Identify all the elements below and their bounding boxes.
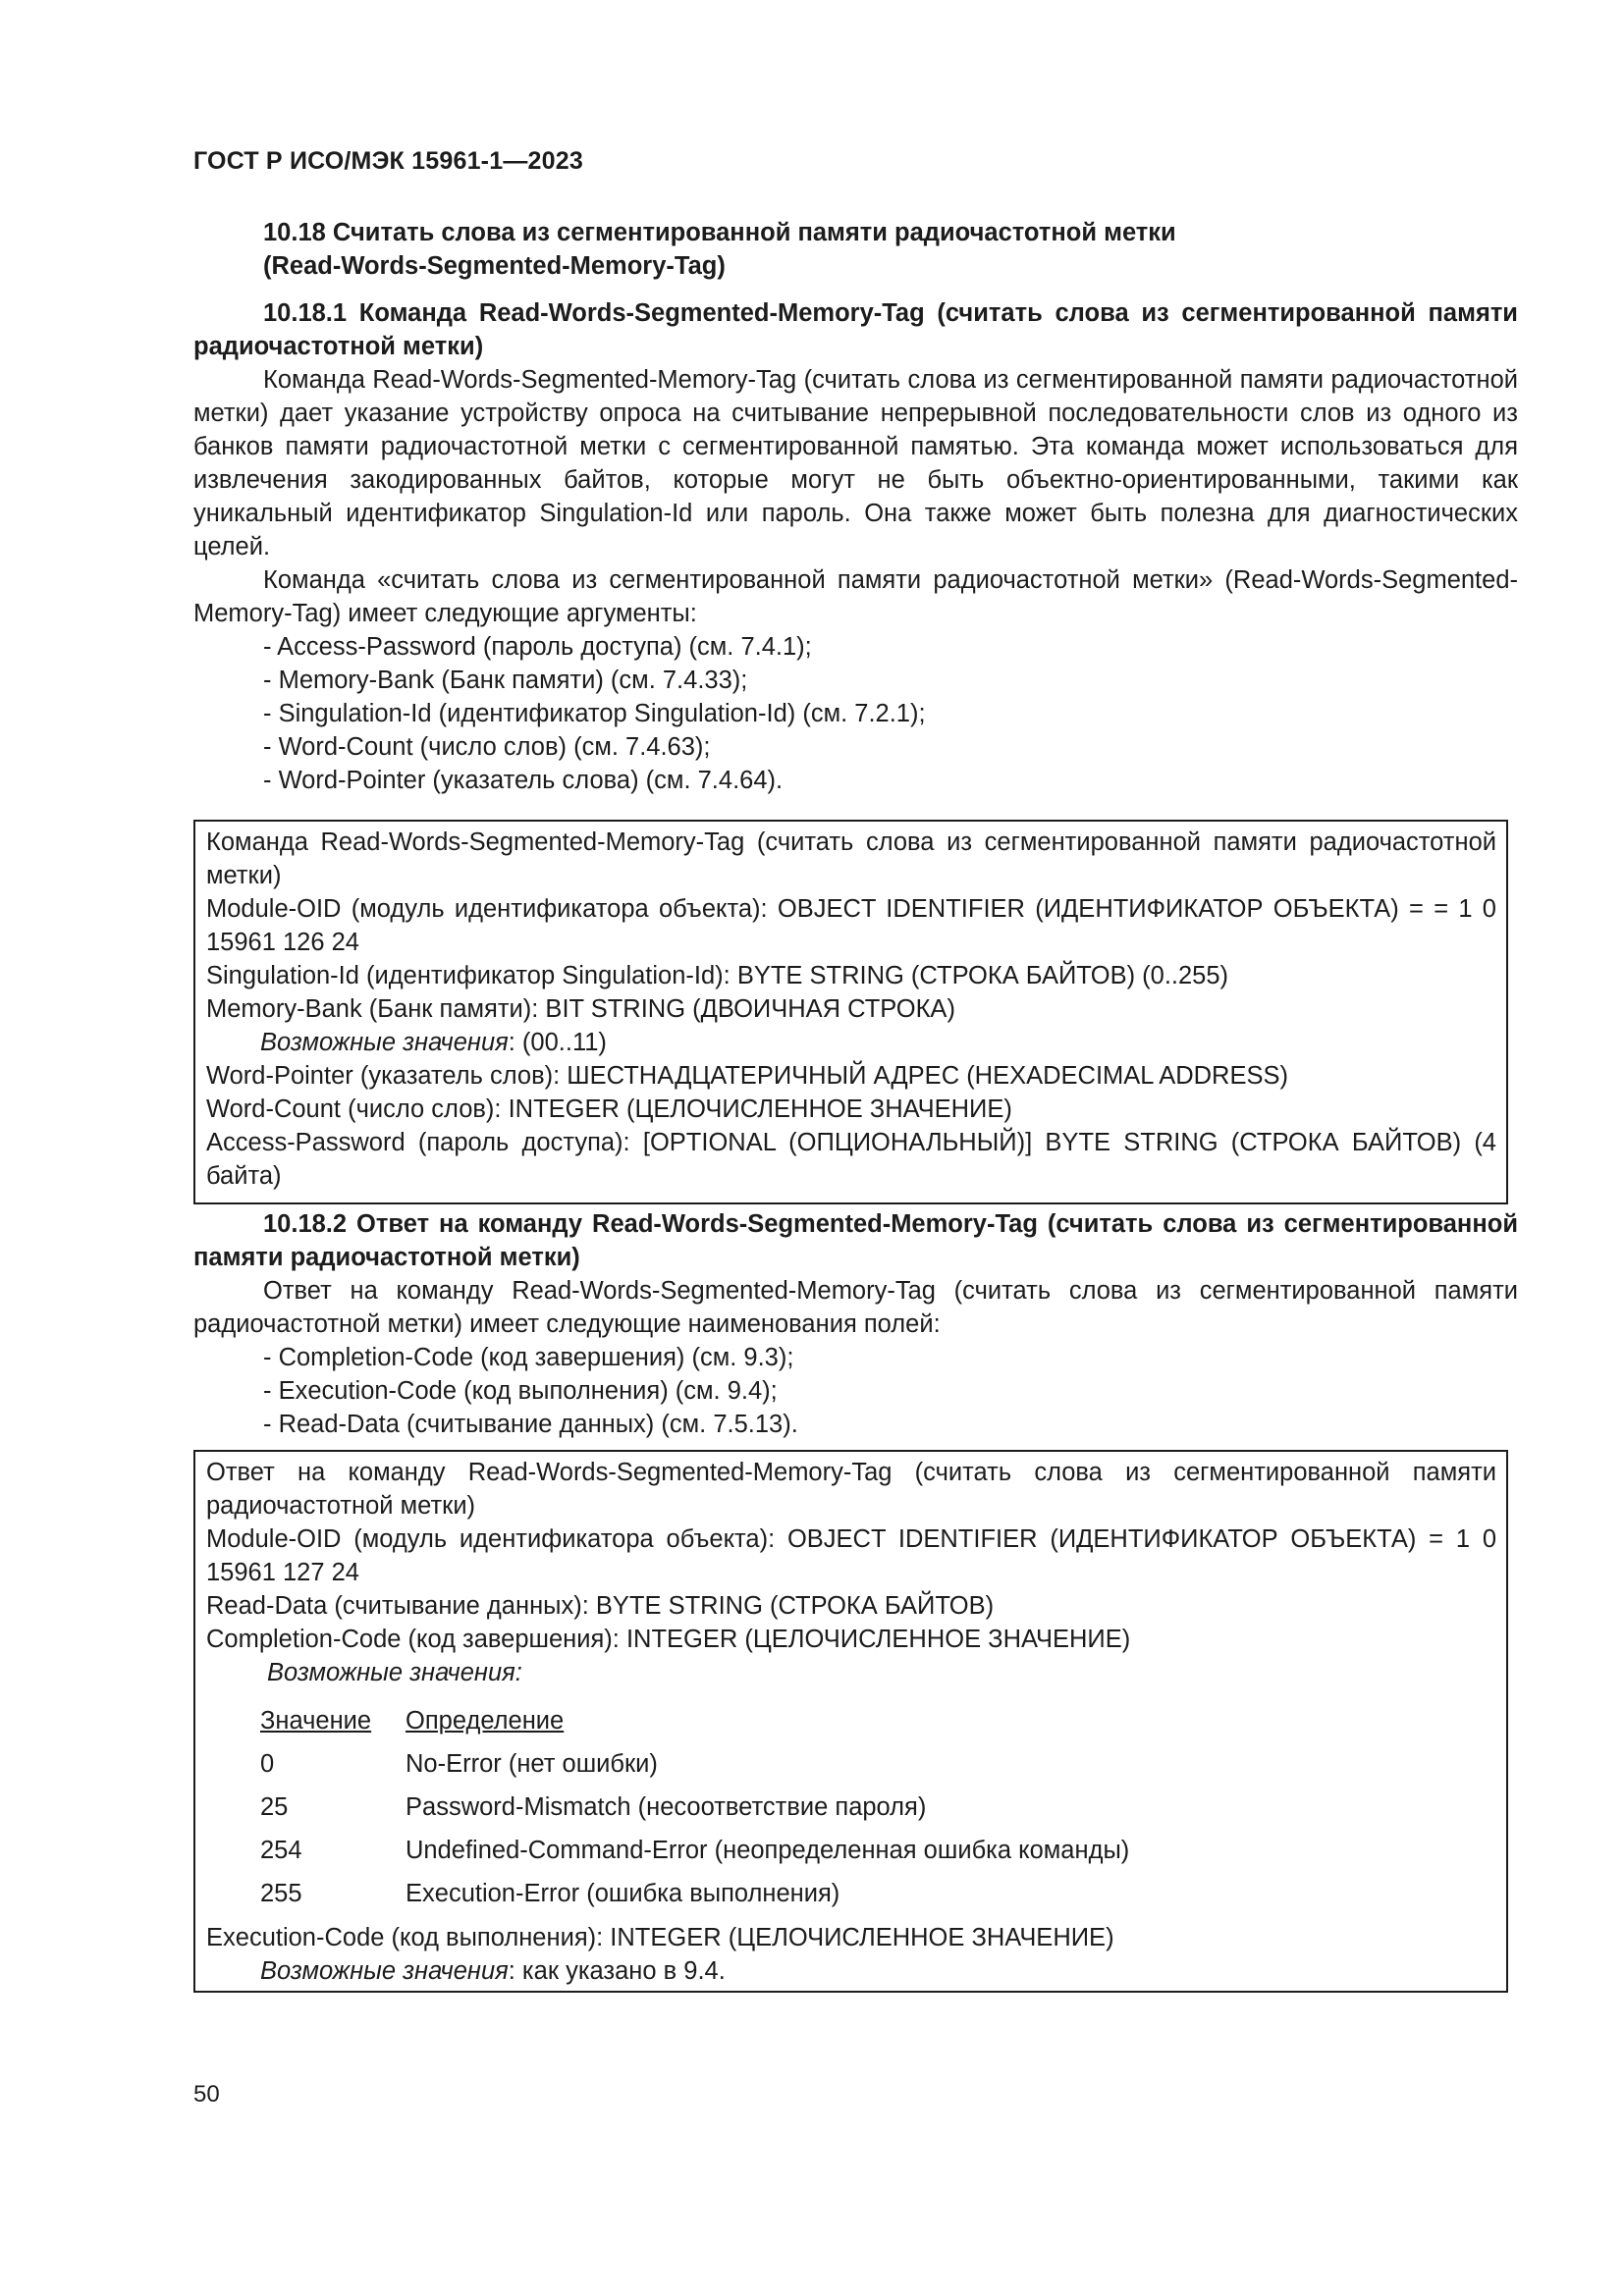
table-cell-value: 25 — [260, 1793, 289, 1821]
box2-line-5: Execution-Code (код выполнения): INTEGER (ЦЕЛОЧИСЛЕННОЕ ЗНАЧЕНИЕ) — [206, 1924, 1114, 1951]
command-definition-box — [193, 820, 1508, 1204]
section-10-18-2-title: 10.18.2 Ответ на команду Read-Words-Segmented-Memory-Tag (считать слова из сегментированной памяти радиочастотной метки) — [193, 1210, 1518, 1271]
page-number: 50 — [193, 2081, 220, 2108]
table-cell-value: 254 — [260, 1837, 302, 1864]
box1-possible-values — [206, 1026, 1496, 1059]
table-row — [260, 1786, 1496, 1829]
table-cell-definition: No-Error (нет ошибки) — [406, 1750, 658, 1778]
table-row — [260, 1742, 1496, 1786]
table-cell-definition: Password-Mismatch (несоответствие пароля) — [406, 1793, 927, 1821]
possible-values-value: : (00..11) — [508, 1029, 607, 1056]
section-10-18-2-paragraph-1: Ответ на команду Read-Words-Segmented-Memory-Tag (считать слова из сегментированной памяти радиочастотной метки) имеет следующие наименования полей: — [193, 1277, 1518, 1338]
box1-line-3: Singulation-Id (идентификатор Singulation-Id): BYTE STRING (СТРОКА БАЙТОВ) (0..255) — [206, 962, 1229, 989]
completion-code-values-table — [206, 1699, 1496, 1915]
section-10-18-1-paragraph-1: Команда Read-Words-Segmented-Memory-Tag (считать слова из сегментированной памяти радиочастотной метки) дает указание устройству опроса на считывание непрерывной последовательности слов из одного из банков памяти радиочастотной метки с сегментированной памятью. Эта команда может использоваться для извлечения закодированных байтов, которые могут не быть объектно-ориентированными, такими как уникальный идентификатор Singulation-Id или пароль. Она также может быть полезна для диагностических целей. — [193, 366, 1518, 561]
box1-line-1: Команда Read-Words-Segmented-Memory-Tag (считать слова из сегментированной памяти радиочастотной метки) — [206, 828, 1496, 889]
response-definition-box — [193, 1450, 1508, 1993]
values-table-header — [260, 1699, 1496, 1742]
box2-possible-values-label: Возможные значения: — [267, 1659, 522, 1686]
values-table-header-value: Значение — [260, 1707, 372, 1735]
box1-line-5: Word-Pointer (указатель слов): ШЕСТНАДЦАТЕРИЧНЫЙ АДРЕС (HEXADECIMAL ADDRESS) — [206, 1062, 1288, 1090]
box1-line-6: Word-Count (число слов): INTEGER (ЦЕЛОЧИСЛЕННОЕ ЗНАЧЕНИЕ) — [206, 1095, 1012, 1123]
box1-line-7: Access-Password (пароль доступа): [OPTIONAL (ОПЦИОНАЛЬНЫЙ)] BYTE STRING (СТРОКА БАЙТОВ) (4 байта) — [206, 1129, 1496, 1190]
box2-possible-values-2 — [206, 1954, 1496, 1988]
argument-list-item: - Singulation-Id (идентификатор Singulation-Id) (см. 7.2.1); — [263, 700, 926, 727]
box2-line-1: Ответ на команду Read-Words-Segmented-Memory-Tag (считать слова из сегментированной памяти радиочастотной метки) — [206, 1459, 1496, 1520]
box1-line-2: Module-OID (модуль идентификатора объекта): OBJECT IDENTIFIER (ИДЕНТИФИКАТОР ОБЪЕКТА) = = 1 0 15961 126 24 — [206, 895, 1496, 956]
values-table-header-definition: Определение — [406, 1707, 565, 1735]
box1-line-4: Memory-Bank (Банк памяти): BIT STRING (ДВОИЧНАЯ СТРОКА) — [206, 995, 955, 1023]
box2-line-2: Module-OID (модуль идентификатора объекта): OBJECT IDENTIFIER (ИДЕНТИФИКАТОР ОБЪЕКТА) = 1 0 15961 127 24 — [206, 1525, 1496, 1586]
document-id-header: ГОСТ Р ИСО/МЭК 15961-1—2023 — [193, 147, 583, 175]
argument-list-item: - Word-Count (число слов) (см. 7.4.63); — [263, 733, 711, 761]
argument-list-item: - Memory-Bank (Банк памяти) (см. 7.4.33); — [263, 667, 748, 694]
argument-list-item: - Access-Password (пароль доступа) (см. 7.4.1); — [263, 633, 812, 661]
box2-line-3: Read-Data (считывание данных): BYTE STRING (СТРОКА БАЙТОВ) — [206, 1592, 995, 1620]
section-10-18-2-block — [193, 1207, 1518, 1441]
field-list-item: - Read-Data (считывание данных) (см. 7.5.13). — [263, 1411, 798, 1438]
table-cell-value: 255 — [260, 1880, 302, 1907]
argument-list-item: - Word-Pointer (указатель слова) (см. 7.4.64). — [263, 767, 784, 794]
table-row — [260, 1829, 1496, 1872]
table-row — [260, 1872, 1496, 1915]
section-10-18-title-line1: 10.18 Считать слова из сегментированной памяти радиочастотной метки — [263, 219, 1176, 246]
section-10-18-1-title: 10.18.1 Команда Read-Words-Segmented-Memory-Tag (считать слова из сегментированной памяти радиочастотной метки) — [193, 299, 1518, 360]
possible-values-label: Возможные значения — [260, 1957, 509, 1985]
section-10-18-1-paragraph-2: Команда «считать слова из сегментированной памяти радиочастотной метки» (Read-Words-Segmented-Memory-Tag) имеет следующие аргументы: — [193, 566, 1518, 627]
field-list-item: - Completion-Code (код завершения) (см. 9.3); — [263, 1344, 794, 1371]
box2-line-4: Completion-Code (код завершения): INTEGER (ЦЕЛОЧИСЛЕННОЕ ЗНАЧЕНИЕ) — [206, 1626, 1131, 1653]
possible-values-label: Возможные значения — [260, 1029, 509, 1056]
section-10-18-block — [193, 216, 1518, 797]
field-list-item: - Execution-Code (код выполнения) (см. 9.4); — [263, 1377, 778, 1405]
table-cell-definition: Undefined-Command-Error (неопределенная ошибка команды) — [406, 1837, 1130, 1864]
section-10-18-title-line2: (Read-Words-Segmented-Memory-Tag) — [263, 252, 726, 280]
table-cell-value: 0 — [260, 1750, 275, 1778]
possible-values-value: : как указано в 9.4. — [508, 1957, 726, 1985]
table-cell-definition: Execution-Error (ошибка выполнения) — [406, 1880, 840, 1907]
